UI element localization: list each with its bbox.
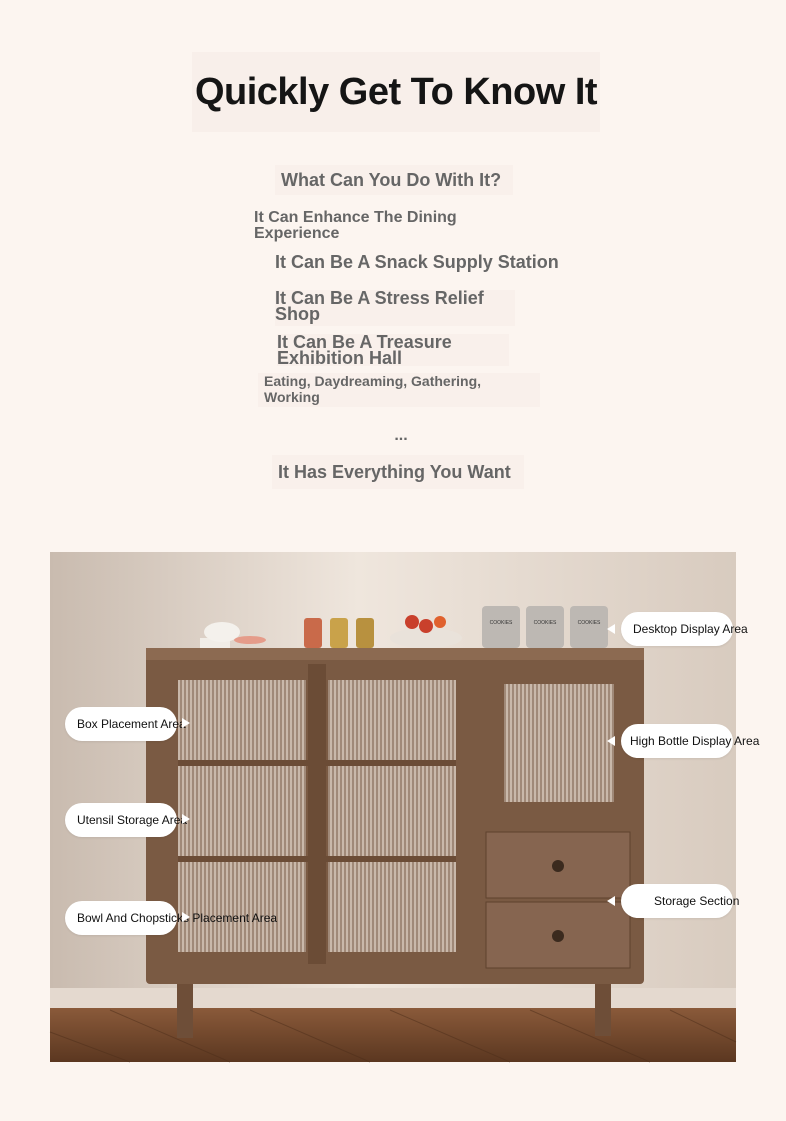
callout-utensil-storage [65, 803, 188, 837]
page-title: Quickly Get To Know It [194, 70, 598, 113]
callout-bowl-chopsticks-label: Bowl And Chopsticks Placement Area [77, 911, 278, 925]
heading-box [192, 52, 600, 132]
arrow-left-icon [607, 896, 615, 906]
arrow-left-icon [607, 736, 615, 746]
callout-storage-section-label: Storage Section [654, 894, 740, 908]
intro-closing: It Has Everything You Want [272, 455, 524, 489]
intro-line-treasure: It Can Be A Treasure Exhibition Hall [277, 334, 509, 366]
jar-label-3: COOKIES [577, 620, 601, 626]
arrow-right-icon [182, 912, 190, 922]
intro-line-stress: It Can Be A Stress Relief Shop [275, 290, 515, 326]
arrow-left-icon [607, 624, 615, 634]
arrow-right-icon [182, 718, 190, 728]
intro-ellipsis: ... [394, 427, 408, 444]
callout-bowl-chopsticks [65, 901, 278, 935]
jar-label-2: COOKIES [533, 620, 557, 626]
product-photo [50, 552, 760, 1062]
intro-line-dining: It Can Enhance The Dining Experience [254, 209, 457, 242]
callout-box-placement-label: Box Placement Area [77, 717, 186, 731]
intro-question: What Can You Do With It? [275, 165, 513, 195]
callout-storage-section [621, 884, 740, 918]
intro-line-activities: Eating, Daydreaming, Gathering, Working [258, 373, 540, 407]
intro-line-snack: It Can Be A Snack Supply Station [275, 252, 559, 272]
callout-desktop-display [621, 612, 748, 646]
callout-desktop-display-label: Desktop Display Area [633, 622, 748, 636]
callout-box-placement [65, 707, 186, 741]
arrow-right-icon [182, 814, 190, 824]
callout-high-bottle-label: High Bottle Display Area [630, 734, 760, 748]
callout-utensil-storage-label: Utensil Storage Area [77, 813, 188, 827]
jar-label-1: COOKIES [489, 620, 513, 626]
callout-high-bottle [621, 724, 760, 758]
